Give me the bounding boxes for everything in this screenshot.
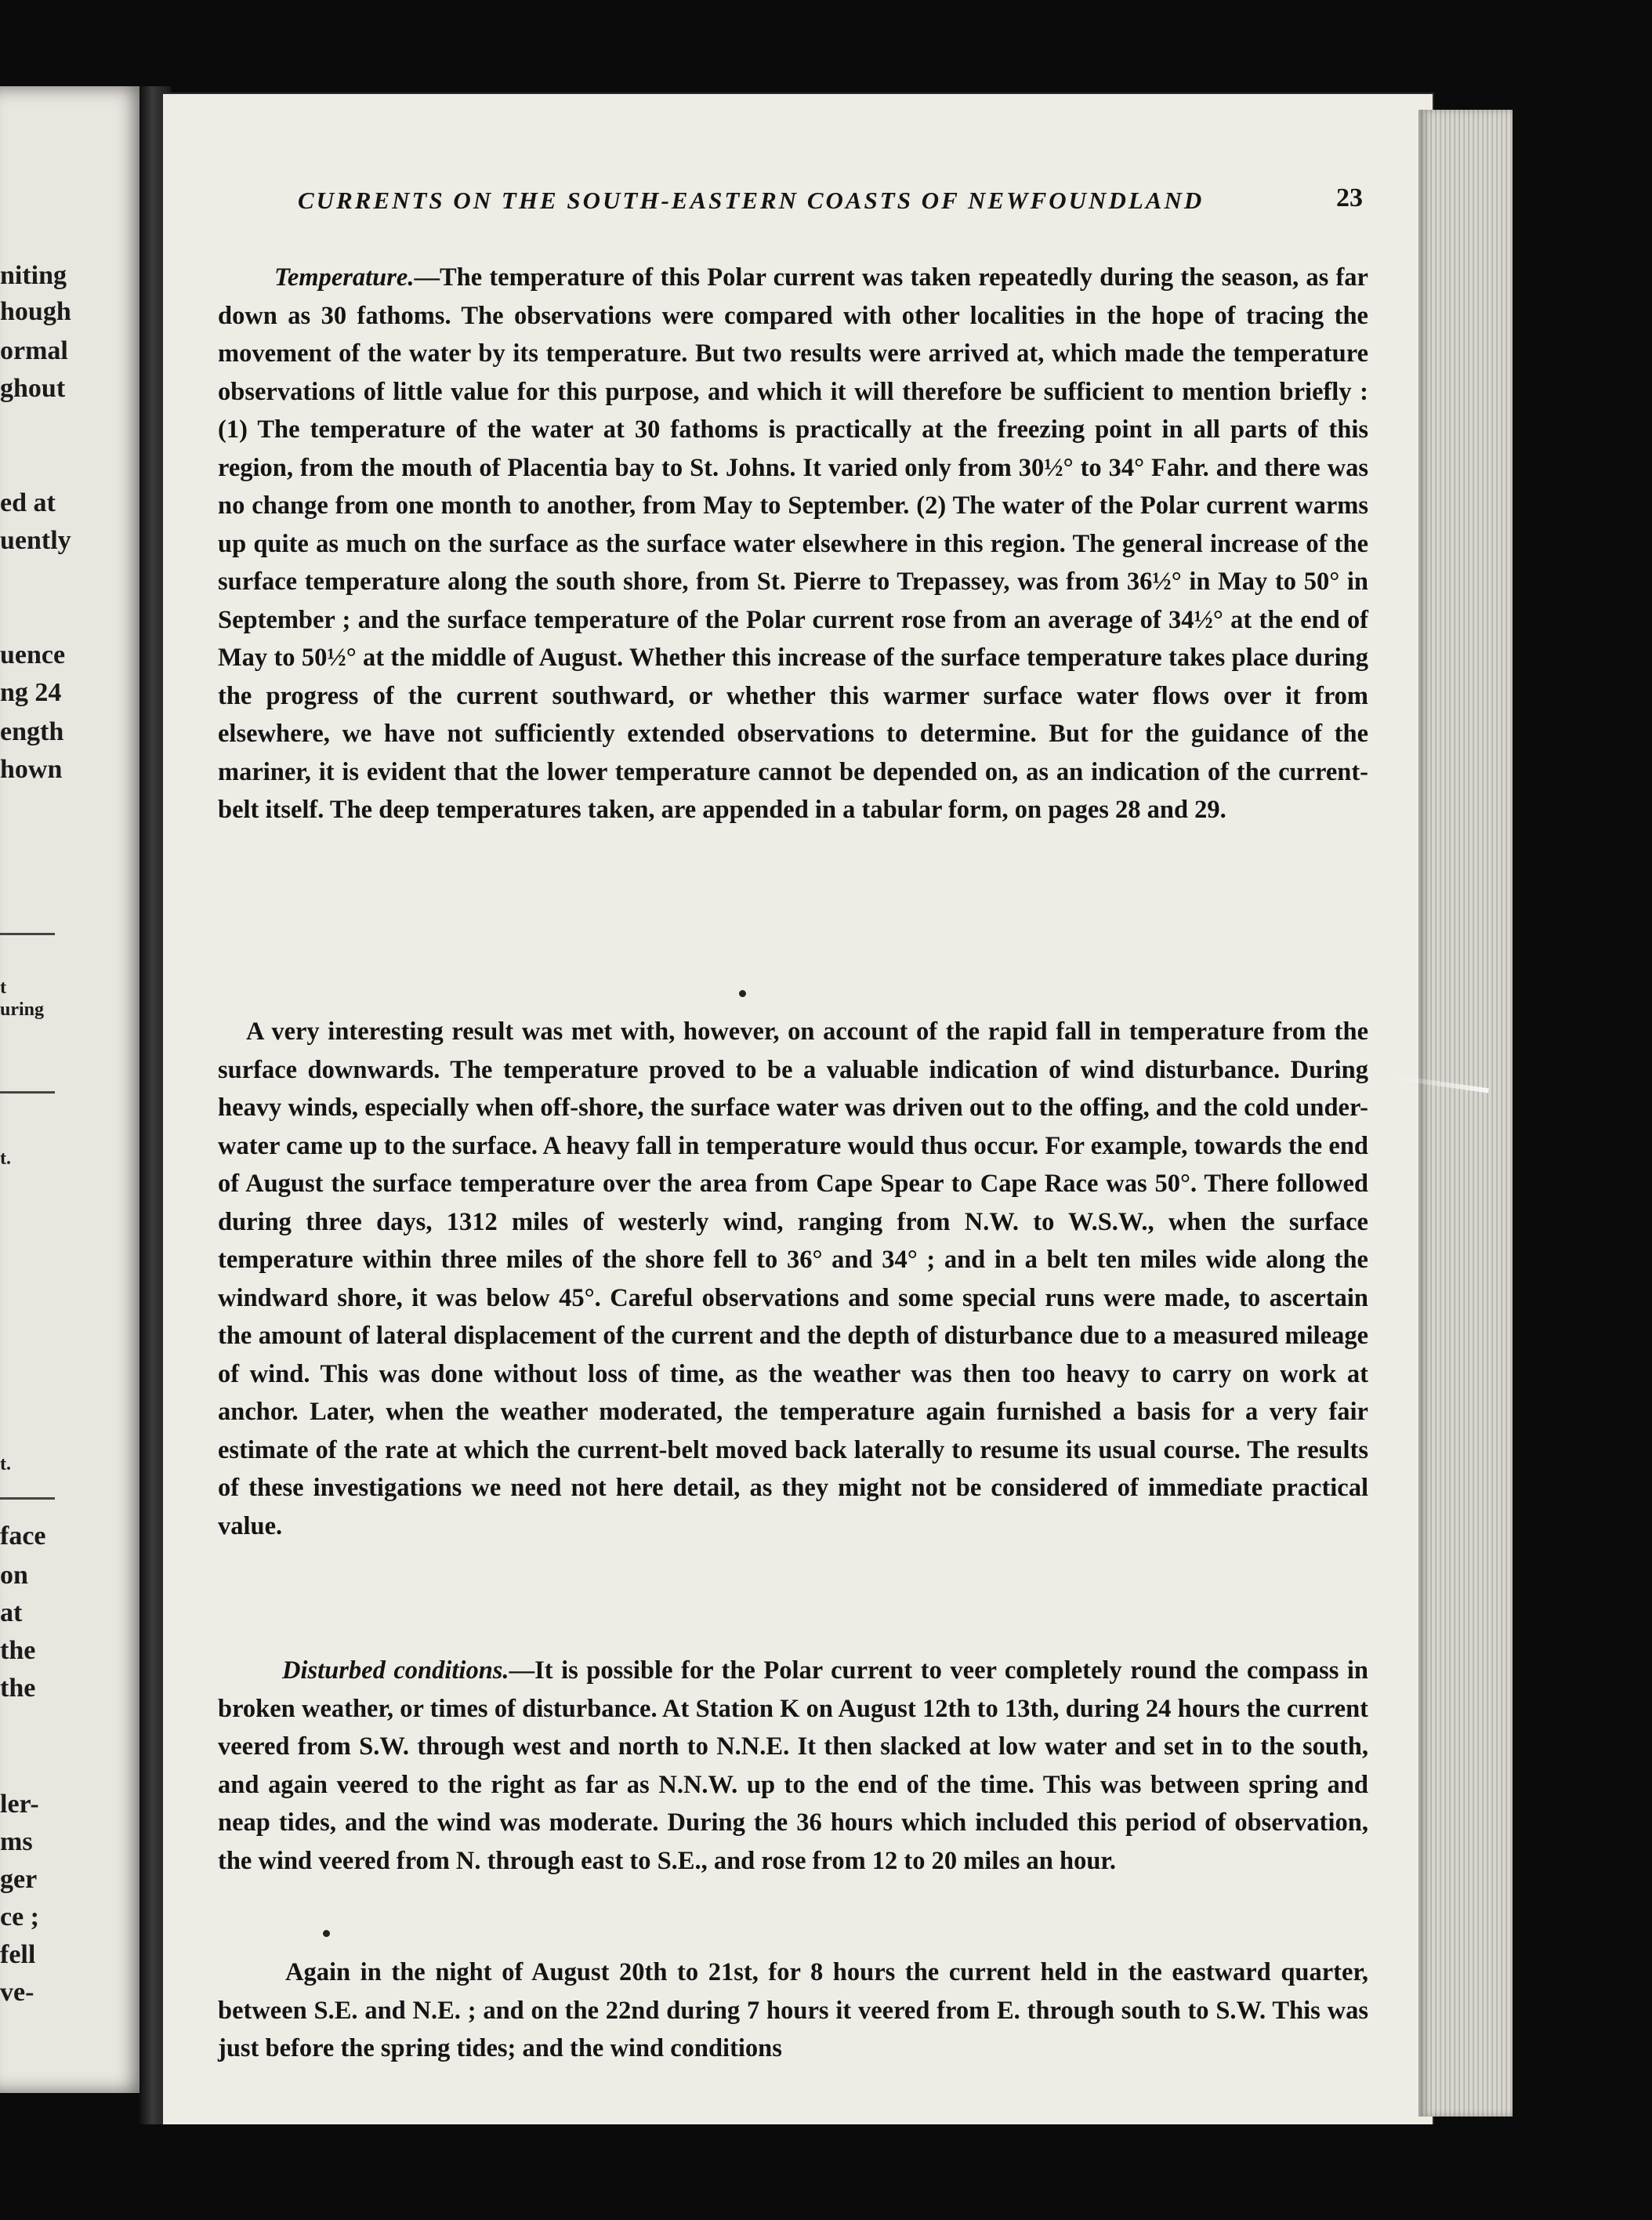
facing-page-line: ormal: [0, 336, 68, 365]
facing-page: [0, 86, 149, 2093]
facing-page-line: face: [0, 1522, 46, 1551]
paragraph-interesting-result: [218, 1013, 1368, 1545]
paragraph-disturbed-conditions: [218, 1652, 1368, 1880]
paragraph-body: —It is possible for the Polar current to veer completely round the compass in broken weather, or times of disturbance. At Station K on August 12th to 13th, during 24 hours the current veered from S.W. through west and north to N.N.E. It then slacked at low water and set in to the south, and again veered to the right as far as N.N.W. up to the end of the time. This was between spring and neap tides, and the wind was moderate. During the 36 hours which included this period of observation, the wind veered from N. through east to S.E., and rose from 12 to 20 miles an hour.: [218, 1656, 1368, 1875]
facing-page-line: at: [0, 1598, 23, 1627]
page-edges: [1418, 110, 1513, 2117]
facing-page-rule: [0, 1497, 55, 1500]
facing-page-line: niting: [0, 261, 67, 290]
facing-page-line: on: [0, 1561, 28, 1590]
facing-page-line: uring: [0, 999, 45, 1020]
ink-speck: [739, 990, 746, 997]
facing-page-line: t.: [0, 1454, 11, 1475]
facing-page-line: ed at: [0, 488, 56, 517]
paragraph-lead: Disturbed conditions.: [282, 1656, 509, 1685]
scan-margin-bottom: [0, 2124, 1652, 2220]
paragraph-body: Again in the night of August 20th to 21st, for 8 hours the current held in the eastward quarter, between S.E. and N.E. ; and on the 22nd during 7 hours it veered from E. through south to S.W. This was just before the spring tides; and the wind conditions: [218, 1958, 1368, 2062]
facing-page-line: ength: [0, 717, 64, 746]
scan-margin-right: [1513, 0, 1652, 2220]
paragraph-again: [218, 1953, 1368, 2068]
paragraph-body: A very interesting result was met with, however, on account of the rapid fall in temperature from the surface downwards. The temperature proved to be a valuable indication of wind disturbance. During heavy winds, especially when off-shore, the surface water was driven out to the offing, and the cold under-water came up to the surface. A heavy fall in temperature would thus occur. For example, towards the end of August the surface temperature over the area from Cape Spear to Cape Race was 50°. There followed during three days, 1312 miles of westerly wind, ranging from N.W. to W.S.W., when the surface temperature within three miles of the shore fell to 36° and 34° ; and in a belt ten miles wide along the windward shore, it was below 45°. Careful observations and some special runs were made, to ascertain the amount of lateral displacement of the current and the depth of disturbance due to a measured mileage of wind. This was done without loss of time, as the weather was then too heavy to carry on work at anchor. Later, when the weather moderated, the temperature again furnished a basis for a very fair estimate of the rate at which the current-belt moved back laterally to resume its usual course. The results of these investigations we need not here detail, as they might not be considered of immediate practical value.: [218, 1018, 1368, 1540]
facing-page-line: the: [0, 1636, 36, 1665]
facing-page-line: ghout: [0, 374, 66, 403]
facing-page-line: ng 24: [0, 678, 62, 707]
facing-page-line: ce ;: [0, 1903, 40, 1932]
running-title: CURRENTS ON THE SOUTH-EASTERN COASTS OF NEWFOUNDLAND: [298, 187, 1205, 214]
facing-page-line: hough: [0, 297, 71, 326]
paragraph-body: —The temperature of this Polar current was taken repeatedly during the season, as far down as 30 fathoms. The observations were compared with other localities in the hope of tracing the movement of the water by its temperature. But two results were arrived at, which made the temperature observations of little value for this purpose, and which it will therefore be sufficient to mention briefly : (1) The temperature of the water at 30 fathoms is practically at the freezing point in all parts of this region, from the mouth of Placentia bay to St. Johns. It varied only from 30½° to 34° Fahr. and there was no change from one month to another, from May to September. (2) The water of the Polar current warms up quite as much on the surface as the surface water elsewhere in this region. The general increase of the surface temperature along the south shore, from St. Pierre to Trepassey, was from 36½° in May to 50° in September ; and the surface temperature of the Polar current rose from an average of 34½° at the end of May to 50½° at the middle of August. Whether this increase of the surface temperature takes place during the progress of the current southward, or whether this warmer surface water flows over it from elsewhere, we have not sufficiently extended observations to determine. But for the guidance of the mariner, it is evident that the lower temperature cannot be depended on, as an indication of the current-belt itself. The deep temperatures taken, are appended in a tabular form, on pages 28 and 29.: [218, 263, 1368, 824]
facing-page-line: uence: [0, 640, 66, 669]
facing-page-line: hown: [0, 755, 63, 784]
facing-page-line: ger: [0, 1865, 38, 1894]
facing-page-line: t: [0, 978, 6, 998]
facing-page-line: ve-: [0, 1978, 34, 2007]
ink-speck: [323, 1930, 330, 1937]
page-number: 23: [1336, 183, 1363, 212]
facing-page-line: the: [0, 1674, 36, 1703]
facing-page-line: t.: [0, 1148, 11, 1169]
facing-page-line: uently: [0, 526, 71, 555]
facing-page-rule: [0, 1091, 55, 1094]
facing-page-line: ms: [0, 1827, 33, 1856]
paragraph-lead: Temperature.: [274, 263, 415, 292]
facing-page-line: fell: [0, 1940, 36, 1969]
paragraph-temperature: [218, 259, 1368, 829]
facing-page-rule: [0, 933, 55, 935]
facing-page-line: ler-: [0, 1790, 39, 1819]
